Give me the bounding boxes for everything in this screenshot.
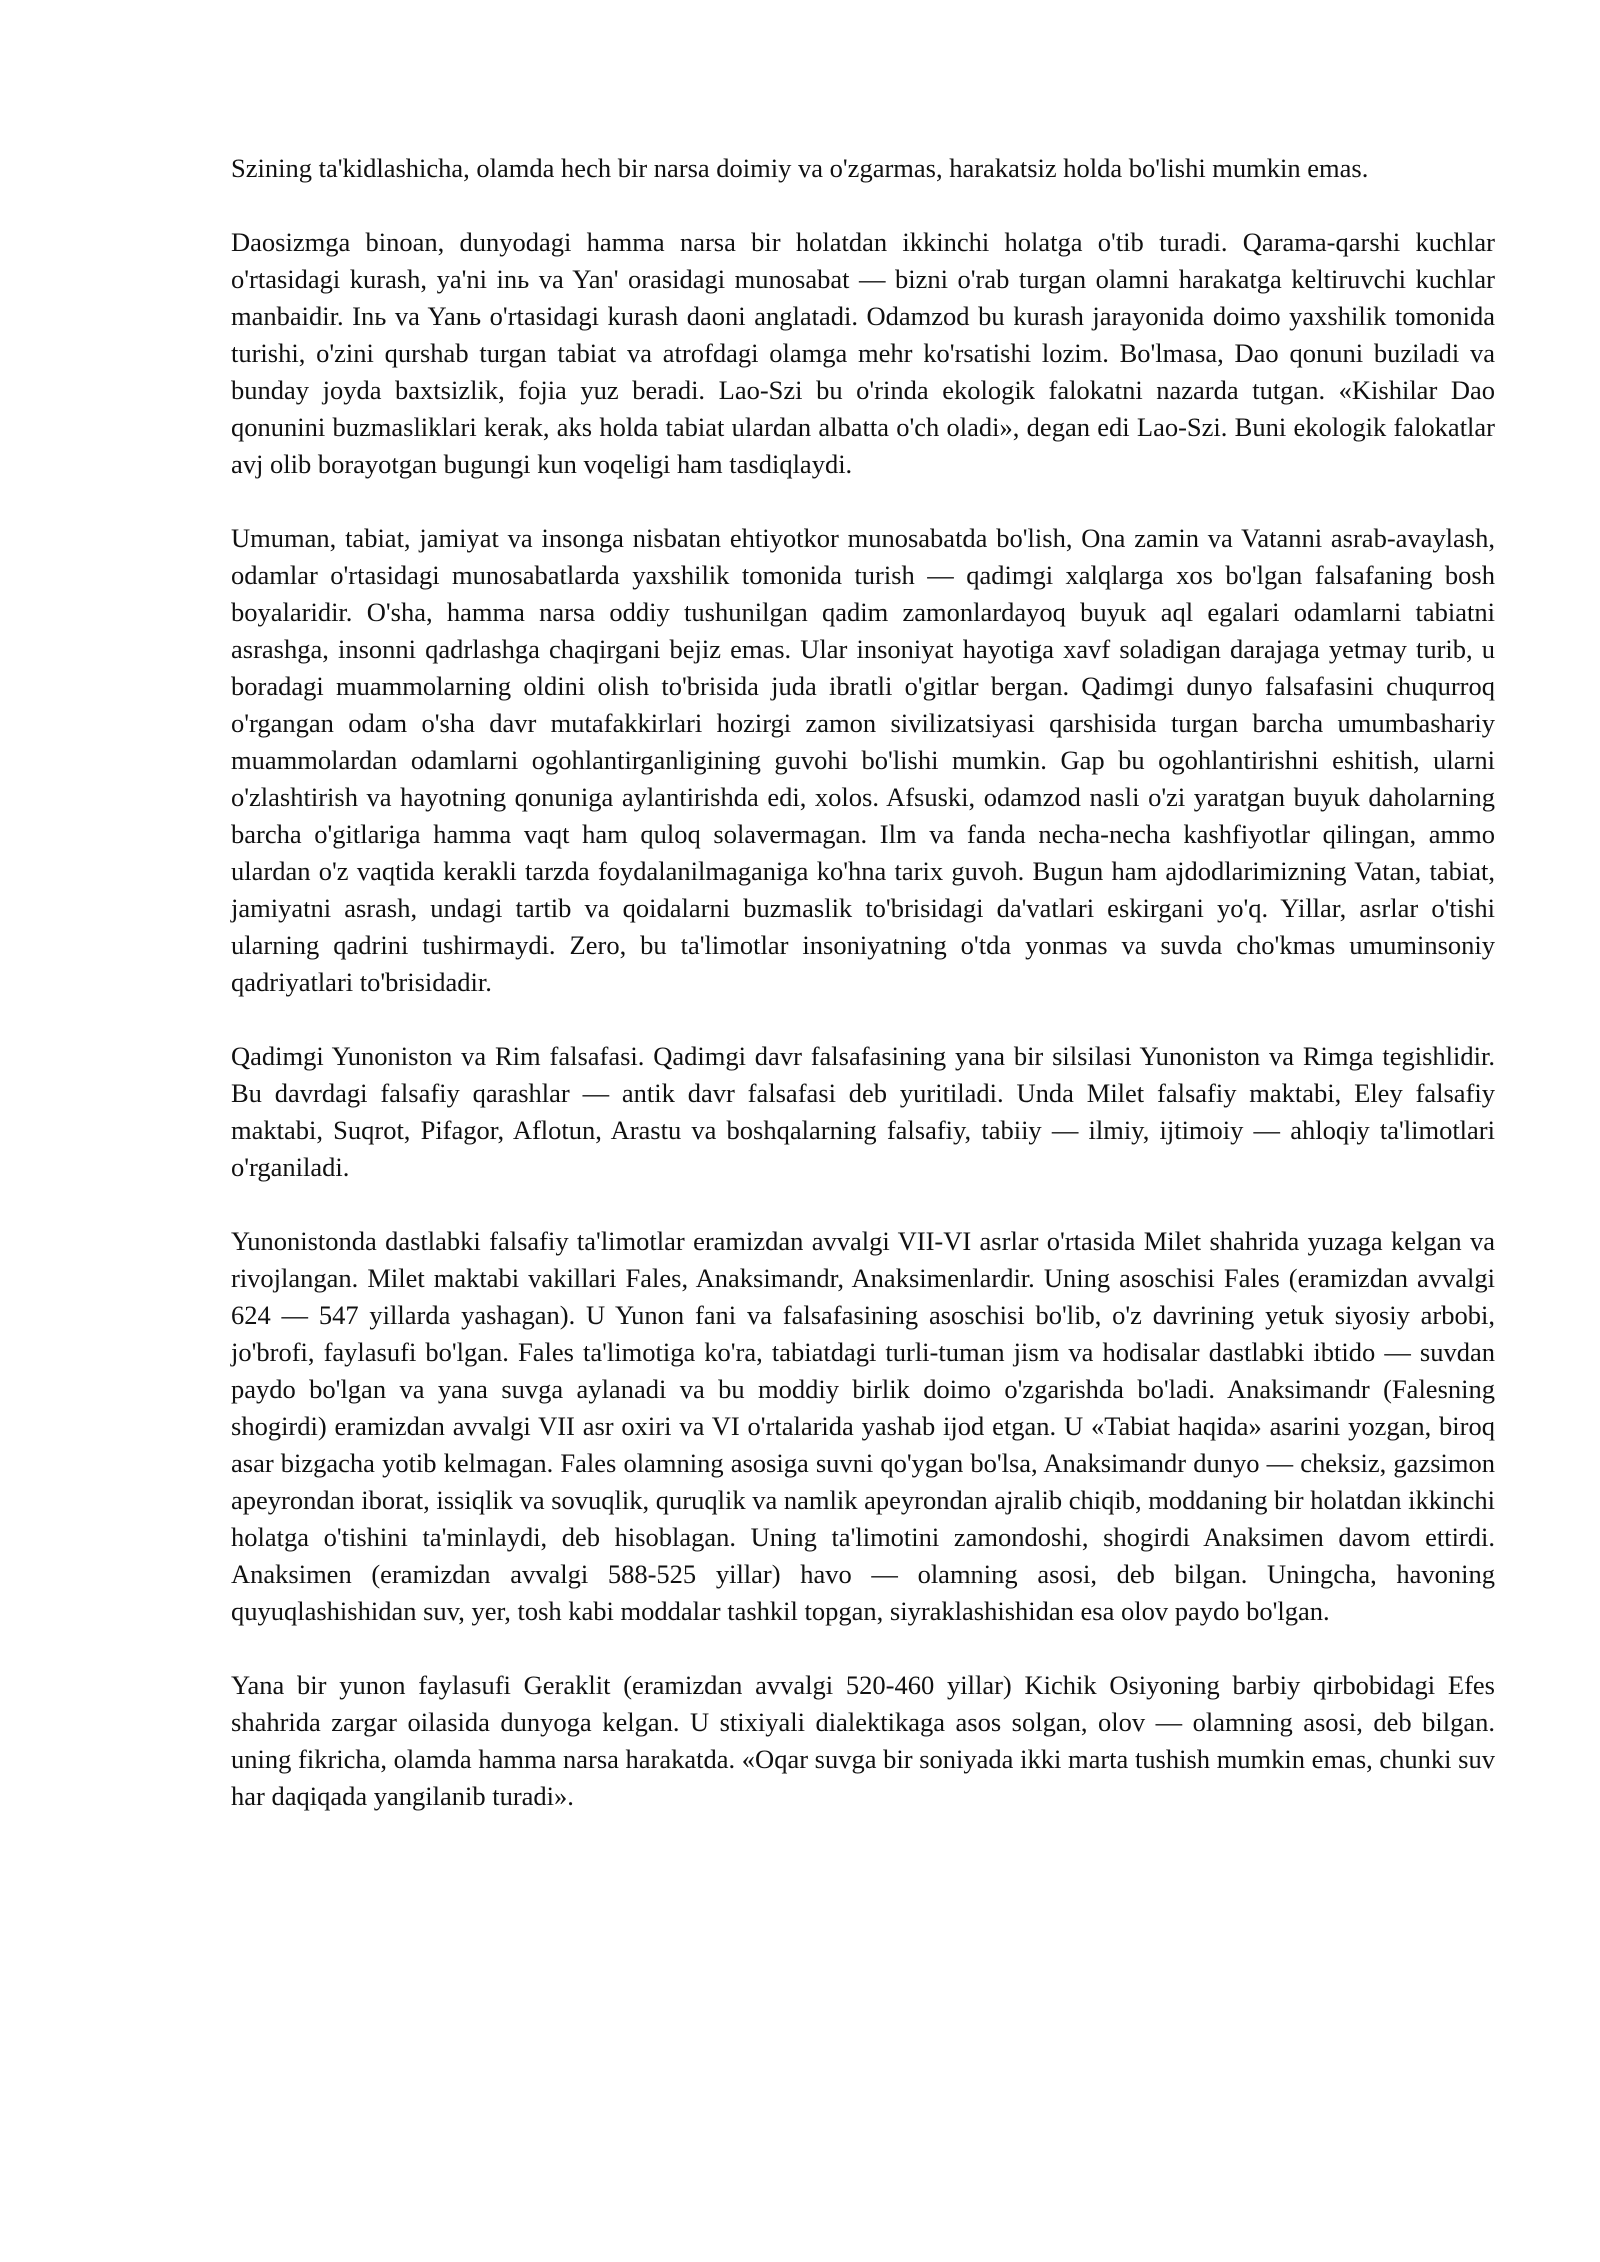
- document-page: [231, 150, 1495, 1815]
- paragraph-2: Daosizmga binoan, dunyodagi hamma narsa bir holatdan ikkinchi holatga o'tib turadi. Qarama-qarshi kuchlar o'rtasidagi kurash, ya'ni inь va Yan' orasidagi munosabat — bizni o'rab turgan olamni harakatga keltiruvchi kuchlar manbaidir. Inь va Yanь o'rtasidagi kurash daoni anglatadi. Odamzod bu kurash jarayonida doimo yaxshilik tomonida turishi, o'zini qurshab turgan tabiat va atrofdagi olamga mehr ko'rsatishi lozim. Bo'lmasa, Dao qonuni buziladi va bunday joyda baxtsizlik, fojia yuz beradi. Lao-Szi bu o'rinda ekologik falokatni nazarda tutgan. «Kishilar Dao qonunini buzmasliklari kerak, aks holda tabiat ulardan albatta o'ch oladi», degan edi Lao-Szi. Buni ekologik falokatlar avj olib borayotgan bugungi kun voqeligi ham tasdiqlaydi.: [231, 227, 1495, 479]
- paragraph-1: Szining ta'kidlashicha, olamda hech bir narsa doimiy va o'zgarmas, harakatsiz holda bo'lishi mumkin emas.: [231, 153, 1369, 183]
- paragraph-6: Yana bir yunon faylasufi Geraklit (eramizdan avvalgi 520-460 yillar) Kichik Osiyoning barbiy qirbobidagi Efes shahrida zargar oilasida dunyoga kelgan. U stixiyali dialektikaga asos solgan, olov — olamning asosi, deb bilgan. uning fikricha, olamda hamma narsa harakatda. «Oqar suvga bir soniyada ikki marta tushish mumkin emas, chunki suv har daqiqada yangilanib turadi».: [231, 1670, 1495, 1811]
- paragraph-3: Umuman, tabiat, jamiyat va insonga nisbatan ehtiyotkor munosabatda bo'lish, Ona zamin va Vatanni asrab-avaylash, odamlar o'rtasidagi munosabatlarda yaxshilik tomonida turish — qadimgi xalqlarga xos bo'lgan falsafaning bosh boyalaridir. O'sha, hamma narsa oddiy tushunilgan qadim zamonlardayoq buyuk aql egalari odamlarni tabiatni asrashga, insonni qadrlashga chaqirgani bejiz emas. Ular insoniyat hayotiga xavf soladigan darajaga yetmay turib, u boradagi muammolarning oldini olish to'brisida juda ibratli o'gitlar bergan. Qadimgi dunyo falsafasini chuqurroq o'rgangan odam o'sha davr mutafakkirlari hozirgi zamon sivilizatsiyasi qarshisida turgan barcha umumbashariy muammolardan odamlarni ogohlantirganligining guvohi bo'lishi mumkin. Gap bu ogohlantirishni eshitish, ularni o'zlashtirish va hayotning qonuniga aylantirishda edi, xolos. Afsuski, odamzod nasli o'zi yaratgan buyuk daholarning barcha o'gitlariga hamma vaqt ham quloq solavermagan. Ilm va fanda necha-necha kashfiyotlar qilingan, ammo ulardan o'z vaqtida kerakli tarzda foydalanilmaganiga ko'hna tarix guvoh. Bugun ham ajdodlarimizning Vatan, tabiat, jamiyatni asrash, undagi tartib va qoidalarni buzmaslik to'brisidagi da'vatlari eskirgani yo'q. Yillar, asrlar o'tishi ularning qadrini tushirmaydi. Zero, bu ta'limotlar insoniyatning o'tda yonmas va suvda cho'kmas umuminsoniy qadriyatlari to'brisidadir.: [231, 523, 1495, 997]
- paragraph-4: Qadimgi Yunoniston va Rim falsafasi. Qadimgi davr falsafasining yana bir silsilasi Yunoniston va Rimga tegishlidir. Bu davrdagi falsafiy qarashlar — antik davr falsafasi deb yuritiladi. Unda Milet falsafiy maktabi, Eley falsafiy maktabi, Suqrot, Pifagor, Aflotun, Arastu va boshqalarning falsafiy, tabiiy — ilmiy, ijtimoiy — ahloqiy ta'limotlari o'rganiladi.: [231, 1041, 1495, 1182]
- paragraph-5: Yunonistonda dastlabki falsafiy ta'limotlar eramizdan avvalgi VII-VI asrlar o'rtasida Milet shahrida yuzaga kelgan va rivojlangan. Milet maktabi vakillari Fales, Anaksimandr, Anaksimenlardir. Uning asoschisi Fales (eramizdan avvalgi 624 — 547 yillarda yashagan). U Yunon fani va falsafasining asoschisi bo'lib, o'z davrining yetuk siyosiy arbobi, jo'brofi, faylasufi bo'lgan. Fales ta'limotiga ko'ra, tabiatdagi turli-tuman jism va hodisalar dastlabki ibtido — suvdan paydo bo'lgan va yana suvga aylanadi va bu moddiy birlik doimo o'zgarishda bo'ladi. Anaksimandr (Falesning shogirdi) eramizdan avvalgi VII asr oxiri va VI o'rtalarida yashab ijod etgan. U «Tabiat haqida» asarini yozgan, biroq asar bizgacha yotib kelmagan. Fales olamning asosiga suvni qo'ygan bo'lsa, Anaksimandr dunyo — cheksiz, gazsimon apeyrondan iborat, issiqlik va sovuqlik, quruqlik va namlik apeyrondan ajralib chiqib, moddaning bir holatdan ikkinchi holatga o'tishini ta'minlaydi, deb hisoblagan. Uning ta'limotini zamondoshi, shogirdi Anaksimen davom ettirdi. Anaksimen (eramizdan avvalgi 588-525 yillar) havo — olamning asosi, deb bilgan. Uningcha, havoning quyuqlashishidan suv, yer, tosh kabi moddalar tashkil topgan, siyraklashishidan esa olov paydo bo'lgan.: [231, 1226, 1495, 1626]
